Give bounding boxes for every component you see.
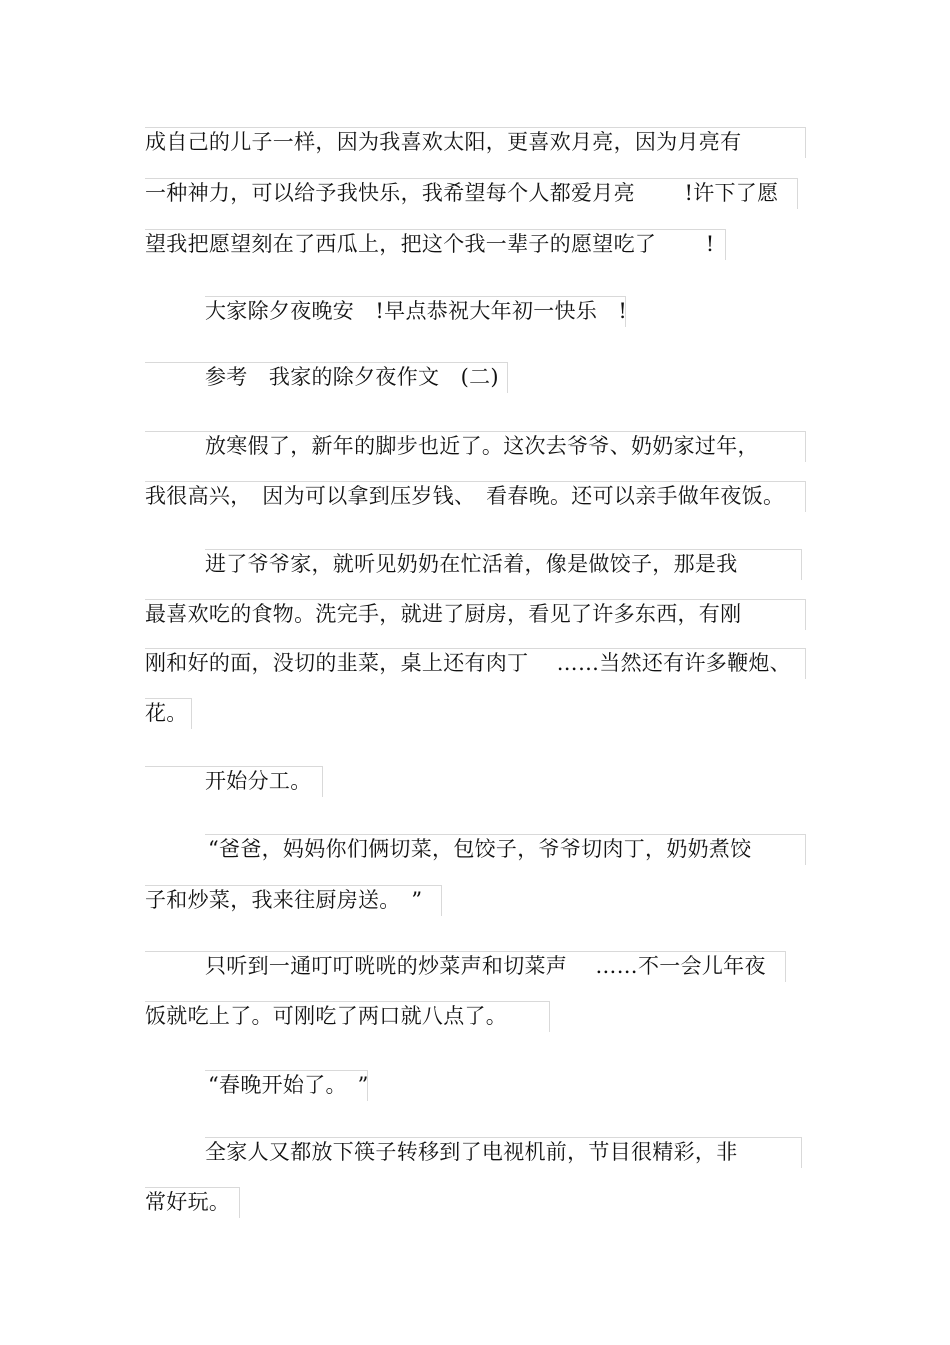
- text-line: 开始分工。: [205, 769, 312, 793]
- text-line: “爸爸，妈妈你们俩切菜，包饺子，爷爷切肉丁，奶奶煮饺: [208, 837, 752, 861]
- text-line: 只听到一通叮叮咣咣的炒菜声和切菜声 ……不一会儿年夜: [205, 954, 766, 978]
- text-line: 全家人又都放下筷子转移到了电视机前，节目很精彩，非: [205, 1140, 738, 1164]
- text-line: 大家除夕夜晚安 !早点恭祝大年初一快乐 !: [205, 299, 628, 323]
- text-line: 进了爷爷家，就听见奶奶在忙活着，像是做饺子，那是我: [205, 552, 738, 576]
- text-line: 一种神力，可以给予我快乐，我希望每个人都爱月亮 !许下了愿: [145, 181, 779, 205]
- text-line: “春晚开始了。 ”: [208, 1073, 369, 1097]
- text-line: 花。: [145, 701, 188, 725]
- text-line: 最喜欢吃的食物。洗完手，就进了厨房，看见了许多东西，有刚: [145, 602, 742, 626]
- text-line: 成自己的儿子一样，因为我喜欢太阳，更喜欢月亮，因为月亮有: [145, 130, 742, 154]
- text-line: 常好玩。: [145, 1190, 231, 1214]
- section-title: 参考 我家的除夕夜作文 (二): [205, 365, 499, 389]
- text-line: 饭就吃上了。可刚吃了两口就八点了。: [145, 1004, 508, 1028]
- text-line: 望我把愿望刻在了西瓜上，把这个我一辈子的愿望吃了 !: [145, 232, 715, 256]
- text-line: 放寒假了，新年的脚步也近了。这次去爷爷、奶奶家过年，: [205, 434, 759, 458]
- text-line: 我很高兴， 因为可以拿到压岁钱、 看春晚。还可以亲手做年夜饭。: [145, 484, 785, 508]
- text-line: 刚和好的面，没切的韭菜，桌上还有肉丁 ……当然还有许多鞭炮、: [145, 651, 791, 675]
- text-line: 子和炒菜，我来往厨房送。 ”: [145, 888, 423, 912]
